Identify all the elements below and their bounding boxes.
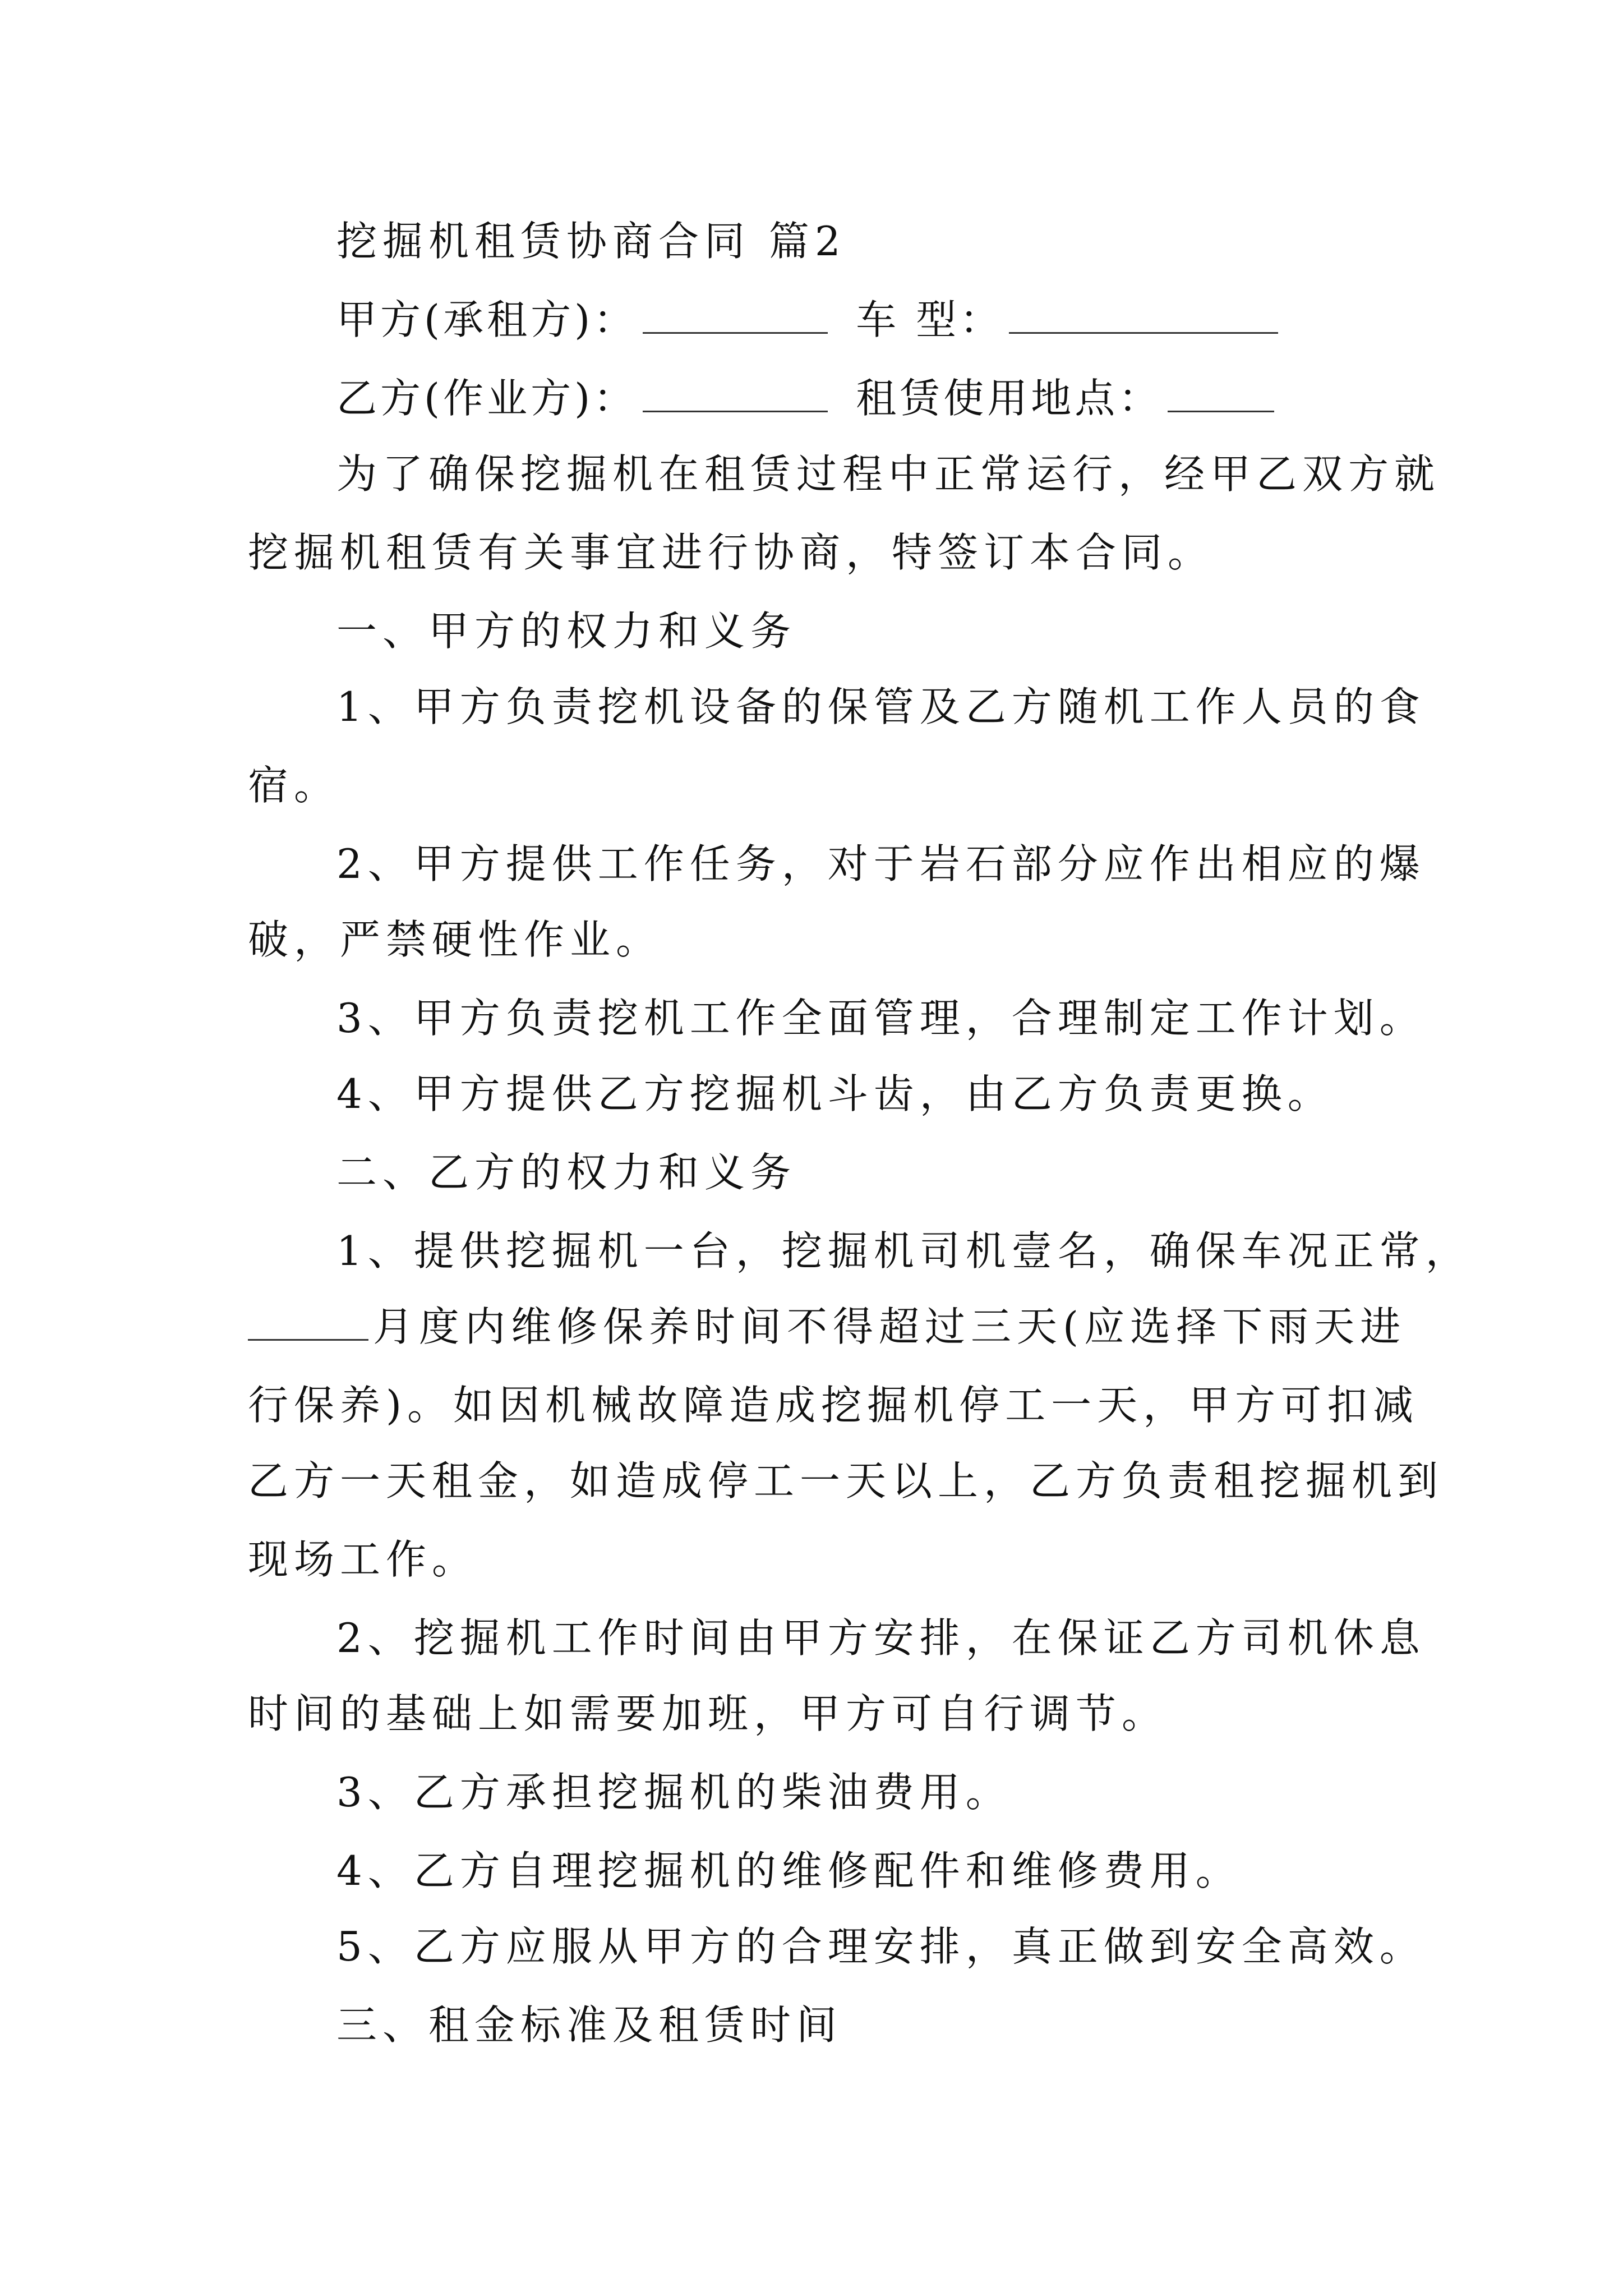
location-label: 租赁使用地点： — [856, 375, 1163, 422]
section1-item1-line1: 1、甲方负责挖机设备的保管及乙方随机工作人员的食 — [336, 683, 1426, 730]
section2-item2-line2: 时间的基础上如需要加班，甲方可自行调节。 — [248, 1690, 1168, 1737]
party-a-row — [336, 292, 1475, 348]
intro-line-2: 挖掘机租赁有关事宜进行协商，特签订本合同。 — [248, 529, 1214, 576]
section2-item1-line1: 1、提供挖掘机一台，挖掘机司机壹名，确保车况正常， — [336, 1227, 1472, 1274]
party-b-blank[interactable] — [643, 377, 828, 412]
section2-item1-line2-row — [248, 1299, 1407, 1355]
section1-item2-line2: 破，严禁硬性作业。 — [248, 916, 662, 963]
section1-item2-line1: 2、甲方提供工作任务，对于岩石部分应作出相应的爆 — [336, 840, 1426, 887]
section1-item4: 4、甲方提供乙方挖掘机斗齿，由乙方负责更换。 — [336, 1070, 1334, 1117]
section2-item1-line3: 行保养)。如因机械故障造成挖掘机停工一天，甲方可扣减 — [248, 1382, 1419, 1429]
section2-item5: 5、乙方应服从甲方的合理安排，真正做到安全高效。 — [336, 1923, 1426, 1970]
section1-item3: 3、甲方负责挖机工作全面管理，合理制定工作计划。 — [336, 995, 1426, 1042]
party-a-blank[interactable] — [643, 298, 828, 334]
section2-item1-line5: 现场工作。 — [248, 1536, 478, 1583]
party-b-row — [336, 370, 1475, 426]
section2-item2-line1: 2、挖掘机工作时间由甲方安排，在保证乙方司机休息 — [336, 1614, 1426, 1662]
section2-item3: 3、乙方承担挖掘机的柴油费用。 — [336, 1769, 1012, 1816]
section3-heading: 三、租金标准及租赁时间 — [336, 2001, 843, 2049]
section2-item4: 4、乙方自理挖掘机的维修配件和维修费用。 — [336, 1847, 1242, 1894]
document-title: 挖掘机租赁协商合同 篇2 — [336, 218, 846, 265]
section1-heading: 一、甲方的权力和义务 — [336, 608, 797, 655]
section2-item1-line4: 乙方一天租金，如造成停工一天以上，乙方负责租挖掘机到 — [248, 1457, 1444, 1504]
month-blank[interactable] — [248, 1305, 368, 1341]
party-a-label: 甲方(承租方)： — [336, 296, 638, 343]
section1-item1-line2: 宿。 — [248, 762, 340, 809]
party-b-label: 乙方(作业方)： — [336, 375, 638, 422]
section2-heading: 二、乙方的权力和义务 — [336, 1149, 797, 1196]
vehicle-type-label: 车 型： — [856, 296, 1004, 343]
location-blank[interactable] — [1168, 377, 1274, 412]
vehicle-type-blank[interactable] — [1009, 298, 1278, 334]
section2-item1-line2: 月度内维修保养时间不得超过三天(应选择下雨天进 — [373, 1303, 1407, 1350]
intro-line-1: 为了确保挖掘机在租赁过程中正常运行，经甲乙双方就 — [336, 450, 1441, 498]
